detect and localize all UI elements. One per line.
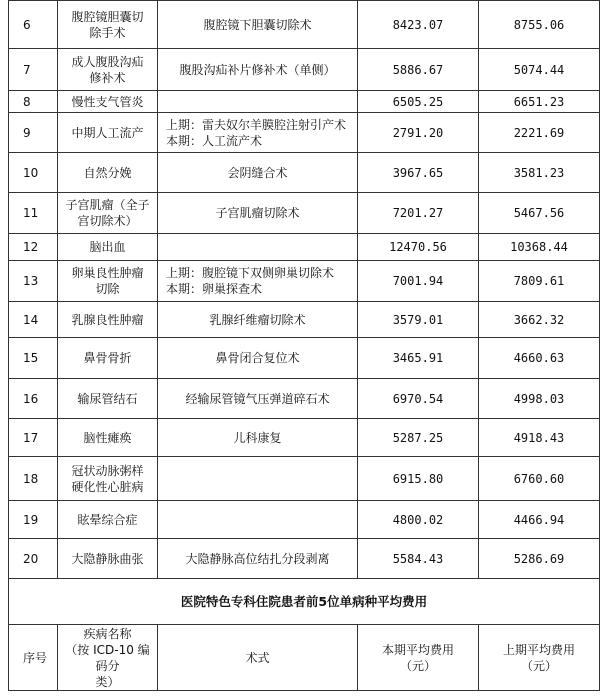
- disease-name-line: 切除: [95, 282, 120, 296]
- previous-avg-fee: 4660.63: [479, 338, 600, 379]
- disease-name: [58, 1, 158, 49]
- previous-avg-fee: 6651.23: [479, 91, 600, 113]
- header-disease-name: [58, 625, 158, 691]
- disease-name-line: 冠状动脉粥样: [71, 463, 144, 478]
- surgery-line: 上期：雷夫奴尔羊膜腔注射引产术: [166, 117, 347, 132]
- disease-name-line: 卵巢良性肿瘤: [71, 266, 144, 280]
- header-disease-name-line: （按 ICD-10 编码分: [65, 642, 150, 673]
- surgery-method: [158, 501, 358, 539]
- fee-table: [8, 0, 600, 691]
- table-row: [9, 539, 600, 579]
- surgery-method: [158, 49, 358, 91]
- section-title: 医院特色专科住院患者前5位单病种平均费用: [9, 579, 600, 625]
- disease-name-line: 脑性瘫痪: [83, 430, 132, 445]
- disease-name: [58, 49, 158, 91]
- current-avg-fee: 6915.80: [358, 457, 479, 501]
- surgery-line: 本期：卵巢探查术: [166, 282, 263, 296]
- table-row: [9, 113, 600, 153]
- header-previous-line: （元）: [520, 658, 557, 673]
- header-current-line: （元）: [399, 658, 436, 673]
- current-avg-fee: 2791.20: [358, 113, 479, 153]
- disease-name-line: 宫切除术）: [77, 214, 138, 228]
- disease-name: [58, 91, 158, 113]
- row-number: 10: [9, 153, 58, 193]
- previous-avg-fee: 3581.23: [479, 153, 600, 193]
- table-row: [9, 379, 600, 419]
- previous-avg-fee: 7809.61: [479, 261, 600, 302]
- row-number: 13: [9, 261, 58, 302]
- table-row: [9, 1, 600, 49]
- row-number: 17: [9, 419, 58, 457]
- row-number: 7: [9, 49, 58, 91]
- header-previous-line: 上期平均费用: [502, 642, 575, 657]
- current-avg-fee: 3579.01: [358, 302, 479, 338]
- row-number: 11: [9, 193, 58, 234]
- surgery-line: 腹股沟疝补片修补术（单侧）: [179, 62, 336, 77]
- current-avg-fee: 5886.67: [358, 49, 479, 91]
- table-row: [9, 193, 600, 234]
- table-row: [9, 153, 600, 193]
- disease-name-line: 成人腹股沟疝: [71, 54, 144, 69]
- row-number: 16: [9, 379, 58, 419]
- surgery-method: [158, 539, 358, 579]
- disease-name-line: 自然分娩: [83, 165, 132, 180]
- previous-avg-fee: 4918.43: [479, 419, 600, 457]
- disease-name-line: 中期人工流产: [71, 125, 144, 140]
- table-row: [9, 49, 600, 91]
- table-row: [9, 261, 600, 302]
- section-title-row: [9, 579, 600, 625]
- disease-name-line: 乳腺良性肿瘤: [71, 312, 144, 327]
- disease-name: [58, 539, 158, 579]
- surgery-line: 儿科康复: [233, 430, 282, 445]
- current-avg-fee: 6970.54: [358, 379, 479, 419]
- surgery-method: [158, 379, 358, 419]
- surgery-method: [158, 193, 358, 234]
- current-avg-fee: 6505.25: [358, 91, 479, 113]
- fee-table-sheet: [8, 0, 599, 691]
- disease-name: [58, 379, 158, 419]
- disease-name-line: 修补术: [89, 70, 126, 85]
- previous-avg-fee: 5074.44: [479, 49, 600, 91]
- current-avg-fee: 7201.27: [358, 193, 479, 234]
- row-number: 20: [9, 539, 58, 579]
- table-row: [9, 302, 600, 338]
- header-row: [9, 625, 600, 691]
- row-number: 6: [9, 1, 58, 49]
- row-number: 12: [9, 234, 58, 261]
- disease-name-line: 大隐静脉曲张: [71, 551, 144, 566]
- surgery-line: 经输尿管镜气压弹道碎石术: [185, 391, 330, 406]
- disease-name-line: 眩晕综合症: [77, 512, 138, 527]
- surgery-method: [158, 457, 358, 501]
- current-avg-fee: 5287.25: [358, 419, 479, 457]
- current-avg-fee: 3465.91: [358, 338, 479, 379]
- disease-name: [58, 419, 158, 457]
- disease-name: [58, 338, 158, 379]
- surgery-line: 子宫肌瘤切除术: [215, 206, 300, 220]
- surgery-method: [158, 338, 358, 379]
- current-avg-fee: 3967.65: [358, 153, 479, 193]
- previous-avg-fee: 8755.06: [479, 1, 600, 49]
- disease-name-line: 慢性支气管炎: [71, 94, 144, 109]
- table-row: [9, 338, 600, 379]
- surgery-method: [158, 91, 358, 113]
- disease-name-line: 鼻骨骨折: [83, 351, 132, 365]
- disease-name-line: 硬化性心脏病: [71, 479, 144, 494]
- row-number: 18: [9, 457, 58, 501]
- surgery-method: [158, 261, 358, 302]
- current-avg-fee: 12470.56: [358, 234, 479, 261]
- surgery-line: 会阴缝合术: [227, 165, 288, 180]
- header-current-line: 本期平均费用: [381, 642, 454, 657]
- header-previous-avg-fee: [479, 625, 600, 691]
- disease-name-line: 输尿管结石: [77, 391, 138, 406]
- header-surgery: 术式: [158, 625, 358, 691]
- row-number: 19: [9, 501, 58, 539]
- surgery-line: 大隐静脉高位结扎分段剥离: [185, 551, 330, 566]
- disease-name: [58, 457, 158, 501]
- previous-avg-fee: 2221.69: [479, 113, 600, 153]
- disease-name: [58, 153, 158, 193]
- row-number: 15: [9, 338, 58, 379]
- previous-avg-fee: 5286.69: [479, 539, 600, 579]
- previous-avg-fee: 6760.60: [479, 457, 600, 501]
- table-row: [9, 457, 600, 501]
- header-disease-name-line: 疾病名称: [83, 626, 132, 641]
- row-number: 8: [9, 91, 58, 113]
- disease-name: [58, 302, 158, 338]
- row-number: 9: [9, 113, 58, 153]
- surgery-method: [158, 113, 358, 153]
- disease-name-line: 脑出血: [89, 240, 126, 254]
- surgery-method: [158, 1, 358, 49]
- previous-avg-fee: 4466.94: [479, 501, 600, 539]
- surgery-line: 腹腔镜下胆囊切除术: [203, 17, 312, 32]
- previous-avg-fee: 4998.03: [479, 379, 600, 419]
- surgery-line: 乳腺纤维瘤切除术: [209, 312, 306, 327]
- disease-name-line: 腹腔镜胆囊切: [71, 9, 144, 24]
- previous-avg-fee: 5467.56: [479, 193, 600, 234]
- disease-name-line: 子宫肌瘤（全子: [65, 198, 150, 212]
- previous-avg-fee: 3662.32: [479, 302, 600, 338]
- disease-name: [58, 193, 158, 234]
- current-avg-fee: 7001.94: [358, 261, 479, 302]
- surgery-line: 鼻骨闭合复位术: [215, 351, 300, 365]
- disease-name: [58, 261, 158, 302]
- surgery-method: [158, 419, 358, 457]
- header-no: 序号: [9, 625, 58, 691]
- previous-avg-fee: 10368.44: [479, 234, 600, 261]
- current-avg-fee: 4800.02: [358, 501, 479, 539]
- table-row: [9, 501, 600, 539]
- header-current-avg-fee: [358, 625, 479, 691]
- surgery-method: [158, 302, 358, 338]
- disease-name: [58, 113, 158, 153]
- disease-name-line: 除手术: [89, 25, 126, 40]
- table-row: [9, 234, 600, 261]
- surgery-line: 本期：人工流产术: [166, 133, 263, 148]
- header-disease-name-line: 类）: [95, 674, 120, 689]
- table-row: [9, 419, 600, 457]
- row-number: 14: [9, 302, 58, 338]
- surgery-method: [158, 153, 358, 193]
- disease-name: [58, 501, 158, 539]
- current-avg-fee: 5584.43: [358, 539, 479, 579]
- current-avg-fee: 8423.07: [358, 1, 479, 49]
- table-row: [9, 91, 600, 113]
- disease-name: [58, 234, 158, 261]
- surgery-method: [158, 234, 358, 261]
- surgery-line: 上期：腹腔镜下双侧卵巢切除术: [166, 266, 335, 280]
